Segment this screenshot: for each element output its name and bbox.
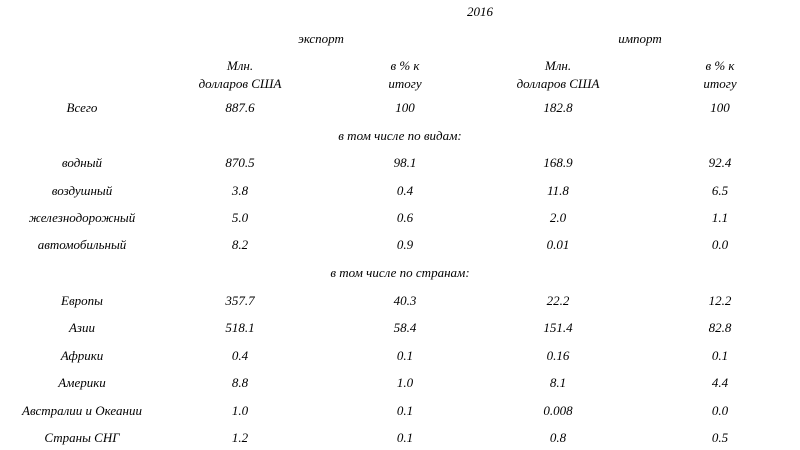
cell-water-imp-mln: 168.9 xyxy=(543,155,573,170)
import-group-header: импорт xyxy=(618,31,662,46)
cell-europe-imp-mln: 22.2 xyxy=(546,293,570,308)
cell-asia-imp-mln: 151.4 xyxy=(543,320,573,335)
cell-water-exp-mln: 870.5 xyxy=(225,155,255,170)
cell-cis-imp-mln: 0.8 xyxy=(549,430,567,445)
cell-africa-imp-mln: 0.16 xyxy=(546,348,570,363)
cell-cis-exp-pct: 0.1 xyxy=(396,430,414,445)
cell-total-exp-pct: 100 xyxy=(395,100,415,115)
cell-americas-imp-pct: 4.4 xyxy=(711,375,729,390)
row-label-cis: Страны СНГ xyxy=(44,430,120,445)
row-label-asia: Азии xyxy=(68,320,96,335)
cell-air-exp-mln: 3.8 xyxy=(231,183,249,198)
cell-asia-imp-pct: 82.8 xyxy=(708,320,732,335)
cell-australia-imp-mln: 0.008 xyxy=(543,403,573,418)
row-label-americas: Америки xyxy=(58,375,106,390)
export-mln-usd-header: Млн. долларов США xyxy=(198,58,282,91)
cell-cis-exp-mln: 1.2 xyxy=(231,430,249,445)
export-pct-header: в % к итогу xyxy=(388,58,422,91)
export-group-header: экспорт xyxy=(298,31,344,46)
cell-americas-imp-mln: 8.1 xyxy=(549,375,567,390)
row-label-africa: Африки xyxy=(60,348,104,363)
cell-total-imp-pct: 100 xyxy=(710,100,730,115)
section-by-country: в том числе по странам: xyxy=(330,265,470,280)
row-label-road: автомобильный xyxy=(37,237,127,252)
cell-americas-exp-mln: 8.8 xyxy=(231,375,249,390)
cell-africa-exp-mln: 0.4 xyxy=(231,348,249,363)
cell-total-exp-mln: 887.6 xyxy=(225,100,255,115)
cell-australia-exp-pct: 0.1 xyxy=(396,403,414,418)
cell-air-exp-pct: 0.4 xyxy=(396,183,414,198)
cell-asia-exp-pct: 58.4 xyxy=(393,320,417,335)
cell-road-exp-mln: 8.2 xyxy=(231,237,249,252)
cell-africa-imp-pct: 0.1 xyxy=(711,348,729,363)
row-label-australia-oceania: Австралии и Океании xyxy=(22,403,142,418)
section-by-type: в том числе по видам: xyxy=(338,128,462,143)
row-label-water: водный xyxy=(61,155,103,170)
cell-rail-imp-pct: 1.1 xyxy=(711,210,729,225)
cell-road-imp-mln: 0.01 xyxy=(546,237,570,252)
cell-cis-imp-pct: 0.5 xyxy=(711,430,729,445)
import-mln-usd-header: Млн. долларов США xyxy=(516,58,600,91)
cell-road-exp-pct: 0.9 xyxy=(396,237,414,252)
row-label-total: Всего xyxy=(66,100,98,115)
cell-road-imp-pct: 0.0 xyxy=(711,237,729,252)
cell-europe-exp-pct: 40.3 xyxy=(393,293,417,308)
row-label-air: воздушный xyxy=(51,183,113,198)
row-label-europe: Европы xyxy=(61,293,103,308)
cell-europe-imp-pct: 12.2 xyxy=(708,293,732,308)
cell-rail-exp-mln: 5.0 xyxy=(231,210,249,225)
cell-rail-exp-pct: 0.6 xyxy=(396,210,414,225)
cell-rail-imp-mln: 2.0 xyxy=(549,210,567,225)
cell-americas-exp-pct: 1.0 xyxy=(396,375,414,390)
cell-water-imp-pct: 92.4 xyxy=(708,155,732,170)
cell-air-imp-pct: 6.5 xyxy=(711,183,729,198)
import-pct-header: в % к итогу xyxy=(703,58,737,91)
cell-europe-exp-mln: 357.7 xyxy=(225,293,255,308)
cell-water-exp-pct: 98.1 xyxy=(393,155,417,170)
cell-air-imp-mln: 11.8 xyxy=(547,183,569,198)
cell-australia-imp-pct: 0.0 xyxy=(711,403,729,418)
cell-total-imp-mln: 182.8 xyxy=(543,100,573,115)
cell-asia-exp-mln: 518.1 xyxy=(225,320,255,335)
row-label-rail: железнодорожный xyxy=(28,210,136,225)
cell-australia-exp-mln: 1.0 xyxy=(231,403,249,418)
cell-africa-exp-pct: 0.1 xyxy=(396,348,414,363)
year-header: 2016 xyxy=(467,4,493,19)
